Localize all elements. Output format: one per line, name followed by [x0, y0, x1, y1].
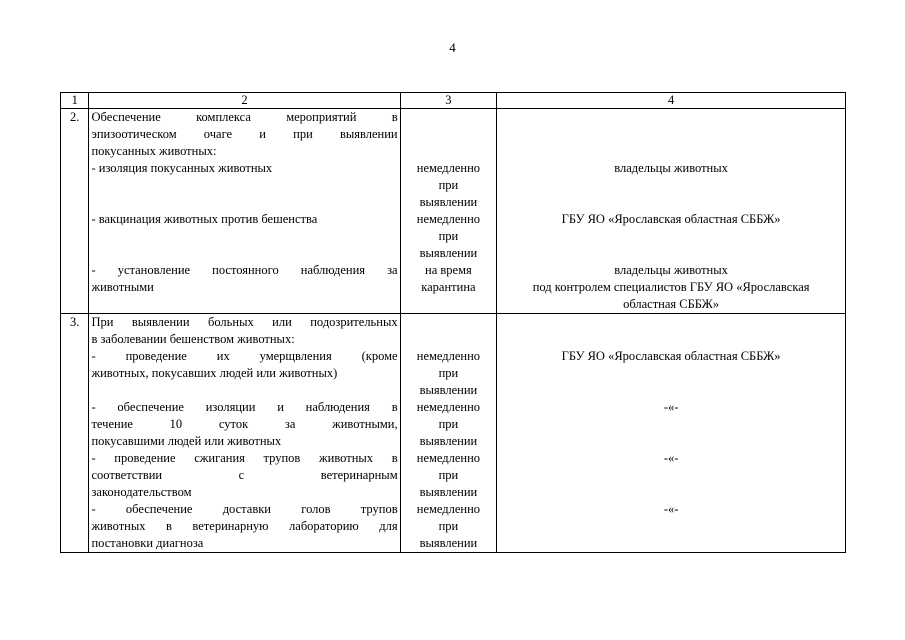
- responsible-line: под контролем специалистов ГБУ ЯО «Ярославская: [532, 280, 810, 294]
- measure-intro-line: При выявлении больных или подозрительных: [91, 315, 398, 329]
- timing-line: немедленно: [416, 161, 481, 175]
- header-col-2: 2: [89, 93, 400, 109]
- responsible-cell: [497, 109, 846, 314]
- spacer: [91, 245, 397, 262]
- spacer: [403, 314, 495, 331]
- timing-cell: [400, 314, 497, 553]
- responsible-line: областная СББЖ»: [623, 297, 720, 311]
- spacer: [499, 126, 843, 143]
- measure-line: - вакцинация животных против бешенства: [91, 212, 318, 226]
- timing-line: при: [438, 229, 459, 243]
- measure-line: - проведение их умерщвления (кроме: [91, 349, 398, 363]
- table-row: [61, 109, 846, 314]
- measure-intro-line: эпизоотическом очаге и при выявлении: [91, 127, 398, 141]
- row-number: 2.: [61, 109, 89, 314]
- responsible-line: -«-: [663, 502, 679, 516]
- timing-line: карантина: [421, 280, 476, 294]
- responsible-line: ГБУ ЯО «Ярославская областная СББЖ»: [561, 349, 781, 363]
- measure-line: - проведение сжигания трупов животных в: [91, 451, 398, 465]
- measure-line: - изоляция покусанных животных: [91, 161, 273, 175]
- measure-line: животных, покусавших людей или животных): [91, 366, 338, 380]
- timing-line: выявлении: [419, 485, 478, 499]
- spacer: [499, 518, 843, 535]
- spacer: [91, 382, 397, 399]
- timing-cell: [400, 109, 497, 314]
- measure-line: течение 10 суток за животными,: [91, 417, 398, 431]
- spacer: [403, 143, 495, 160]
- spacer: [91, 194, 397, 211]
- timing-line: на время: [425, 263, 472, 277]
- timing-line: немедленно: [416, 451, 481, 465]
- measure-cell: [89, 109, 400, 314]
- timing-line: немедленно: [416, 212, 481, 226]
- spacer: [499, 416, 843, 433]
- timing-line: при: [438, 366, 459, 380]
- spacer: [403, 109, 495, 126]
- responsible-line: -«-: [663, 400, 679, 414]
- spacer: [403, 126, 495, 143]
- measure-line: соответствии с ветеринарным: [91, 468, 398, 482]
- page-number: 4: [449, 40, 456, 55]
- measure-line: - обеспечение изоляции и наблюдения в: [91, 400, 398, 414]
- timing-line: выявлении: [419, 246, 478, 260]
- header-col-3: 3: [400, 93, 497, 109]
- responsible-line: ГБУ ЯО «Ярославская областная СББЖ»: [561, 212, 781, 226]
- spacer: [499, 433, 843, 450]
- spacer: [499, 194, 843, 211]
- measure-line: постановки диагноза: [91, 536, 204, 550]
- timing-line: немедленно: [416, 349, 481, 363]
- measure-intro-line: в заболевании бешенством животных:: [91, 332, 295, 346]
- spacer: [91, 228, 397, 245]
- header-col-4: 4: [497, 93, 846, 109]
- measure-line: животными: [91, 280, 154, 294]
- timing-line: выявлении: [419, 383, 478, 397]
- spacer: [499, 245, 843, 262]
- spacer: [403, 296, 495, 313]
- spacer: [499, 109, 843, 126]
- spacer: [499, 177, 843, 194]
- row-number: 3.: [61, 314, 89, 553]
- timing-line: немедленно: [416, 502, 481, 516]
- spacer: [499, 314, 843, 331]
- spacer: [499, 382, 843, 399]
- measure-line: законодательством: [91, 485, 192, 499]
- spacer: [499, 143, 843, 160]
- timing-line: немедленно: [416, 400, 481, 414]
- responsible-line: владельцы животных: [614, 263, 728, 277]
- spacer: [403, 331, 495, 348]
- measure-cell: [89, 314, 400, 553]
- measure-line: - установление постоянного наблюдения за: [91, 263, 398, 277]
- timing-line: при: [438, 417, 459, 431]
- timing-line: при: [438, 468, 459, 482]
- measures-table: [60, 92, 846, 553]
- timing-line: при: [438, 519, 459, 533]
- spacer: [499, 331, 843, 348]
- spacer: [499, 467, 843, 484]
- header-col-1: 1: [61, 93, 89, 109]
- measure-intro-line: Обеспечение комплекса мероприятий в: [91, 110, 398, 124]
- timing-line: выявлении: [419, 434, 478, 448]
- responsible-line: владельцы животных: [614, 161, 728, 175]
- measure-line: - обеспечение доставки голов трупов: [91, 502, 398, 516]
- responsible-cell: [497, 314, 846, 553]
- responsible-line: -«-: [663, 451, 679, 465]
- spacer: [91, 296, 397, 313]
- spacer: [499, 365, 843, 382]
- timing-line: выявлении: [419, 536, 478, 550]
- timing-line: выявлении: [419, 195, 478, 209]
- measure-line: покусавшими людей или животных: [91, 434, 282, 448]
- table-header-row: [61, 93, 846, 109]
- measure-intro-line: покусанных животных:: [91, 144, 217, 158]
- table-row: [61, 314, 846, 553]
- spacer: [91, 177, 397, 194]
- measure-line: животных в ветеринарную лабораторию для: [91, 519, 398, 533]
- spacer: [499, 228, 843, 245]
- spacer: [499, 535, 843, 552]
- timing-line: при: [438, 178, 459, 192]
- spacer: [499, 484, 843, 501]
